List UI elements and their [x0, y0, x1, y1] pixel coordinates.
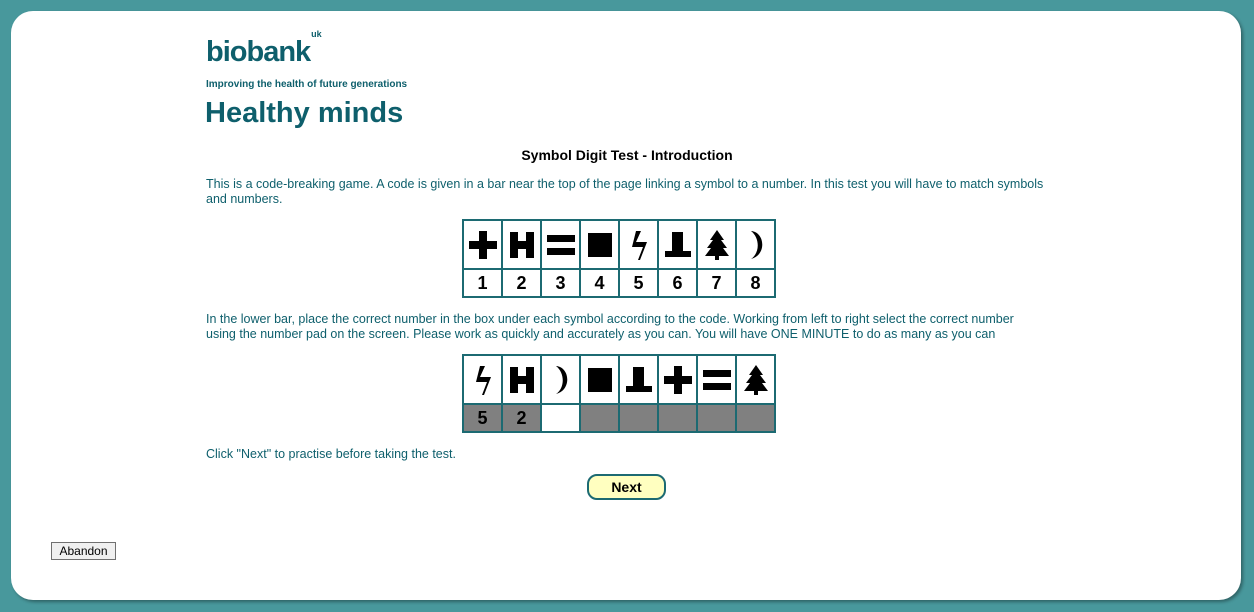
- answer-cell: [697, 404, 736, 432]
- biobank-logo: biobank$^{uk}$: [206, 29, 322, 68]
- answer-cell: [619, 404, 658, 432]
- symbol-cell: [541, 355, 580, 404]
- answer-cell: [658, 404, 697, 432]
- lightning-icon: [620, 228, 657, 262]
- symbol-cell: [697, 220, 736, 269]
- content-panel: [11, 11, 1241, 600]
- answer-cell: [580, 404, 619, 432]
- lightning-icon: [464, 363, 501, 397]
- symbol-cell: [619, 355, 658, 404]
- code-number-cell: 3: [541, 269, 580, 297]
- section-subtitle: Symbol Digit Test - Introduction: [521, 147, 733, 163]
- code-number-cell: 2: [502, 269, 541, 297]
- code-number-cell: 5: [619, 269, 658, 297]
- symbol-cell: [541, 220, 580, 269]
- equals-icon: [698, 363, 735, 397]
- symbol-cell: [502, 355, 541, 404]
- code-number-cell: 4: [580, 269, 619, 297]
- square-icon: [581, 228, 618, 262]
- symbol-cell: [463, 220, 502, 269]
- answer-cell[interactable]: [541, 404, 580, 432]
- page-title: Healthy minds: [205, 97, 404, 129]
- symbol-cell: [736, 355, 775, 404]
- abandon-button[interactable]: Abandon: [51, 542, 116, 560]
- intro-text: This is a code-breaking game. A code is given in a bar near the top of the page linking a symbol to a number. In this test you will have to match symbols and numbers.: [206, 177, 1044, 206]
- answer-cell: [736, 404, 775, 432]
- symbol-cell: [580, 220, 619, 269]
- code-number-cell: 7: [697, 269, 736, 297]
- symbol-cell: [502, 220, 541, 269]
- equals-icon: [542, 228, 579, 262]
- moon-icon: [542, 363, 579, 397]
- code-key-symbol-row: [463, 220, 775, 269]
- code-number-cell: 1: [463, 269, 502, 297]
- moon-icon: [737, 228, 774, 262]
- practise-text: Click "Next" to practise before taking the test.: [206, 447, 456, 461]
- hat-icon: [659, 228, 696, 262]
- square-icon: [581, 363, 618, 397]
- h-icon: [503, 228, 540, 262]
- answer-cell: 2: [502, 404, 541, 432]
- symbol-cell: [658, 355, 697, 404]
- instructions-text: In the lower bar, place the correct number in the box under each symbol according to the code. Working from left to right select the correct number using the number pad on the screen. Please work as quickly and accurately as you can. You will have ONE MINUTE to do as many as you can: [206, 312, 1014, 341]
- next-button[interactable]: Next: [587, 474, 666, 500]
- tree-icon: [698, 228, 735, 262]
- symbol-cell: [697, 355, 736, 404]
- plus-icon: [659, 363, 696, 397]
- code-key-number-row: [463, 269, 775, 297]
- example-table: [462, 354, 776, 433]
- symbol-cell: [619, 220, 658, 269]
- symbol-cell: [658, 220, 697, 269]
- example-symbol-row: [463, 355, 775, 404]
- code-number-cell: 8: [736, 269, 775, 297]
- tagline: Improving the health of future generations: [206, 79, 408, 90]
- plus-icon: [464, 228, 501, 262]
- symbol-cell: [580, 355, 619, 404]
- code-key-table: [462, 219, 776, 298]
- tree-icon: [737, 363, 774, 397]
- answer-cell: 5: [463, 404, 502, 432]
- hat-icon: [620, 363, 657, 397]
- symbol-cell: [736, 220, 775, 269]
- h-icon: [503, 363, 540, 397]
- code-number-cell: 6: [658, 269, 697, 297]
- symbol-cell: [463, 355, 502, 404]
- example-answer-row: [463, 404, 775, 432]
